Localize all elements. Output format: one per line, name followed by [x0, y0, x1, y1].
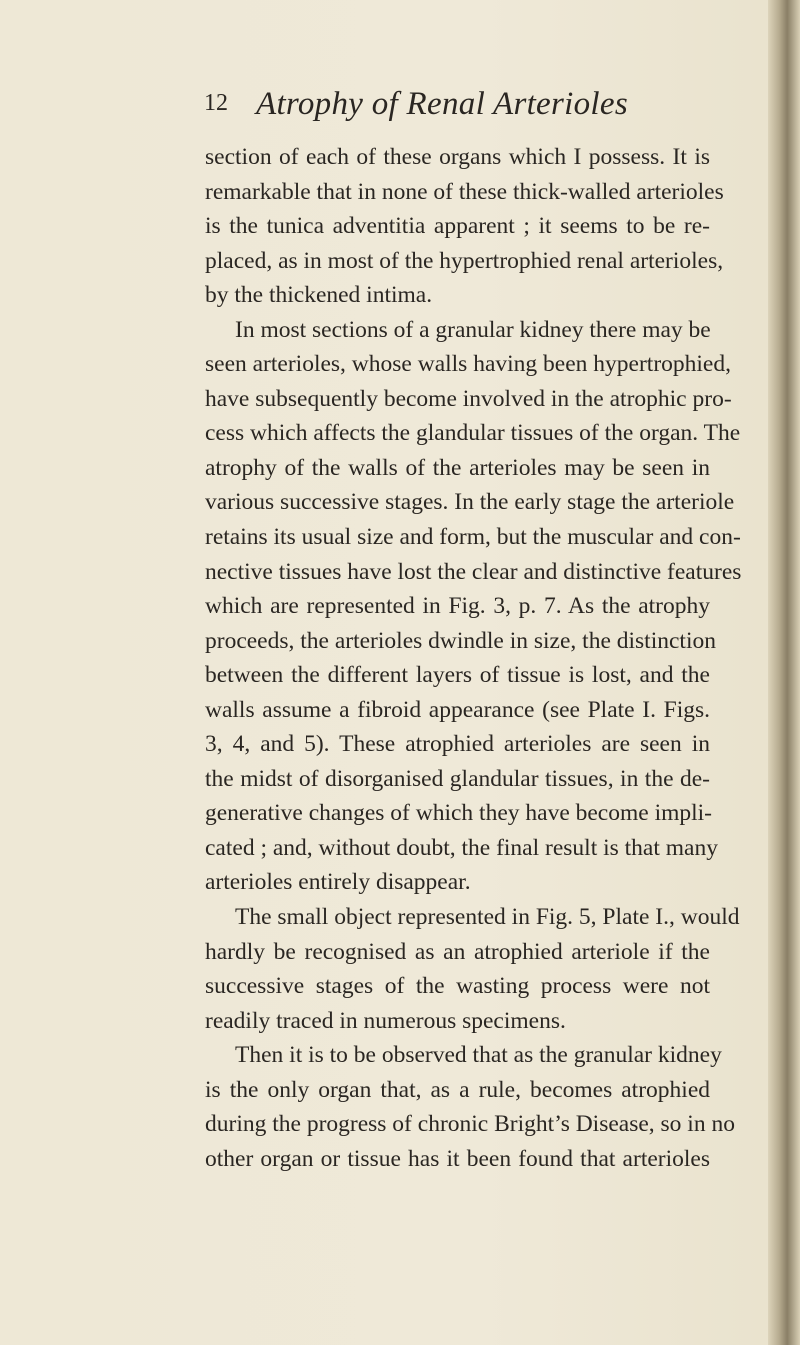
text-line: other organ or tissue has it been found that arterioles: [205, 1145, 710, 1172]
text-line: the midst of disorganised glandular tissues, in the de-: [205, 765, 710, 792]
text-line: readily traced in numerous specimens.: [205, 1007, 566, 1034]
page-binding-edge: [768, 0, 800, 1345]
text-line: Then it is to be observed that as the granular kidney: [235, 1042, 722, 1069]
text-line: hardly be recognised as an atrophied arteriole if the: [205, 938, 710, 965]
text-line: have subsequently become involved in the atrophic pro-: [205, 385, 732, 412]
text-line: cated ; and, without doubt, the final result is that many: [205, 834, 718, 861]
text-line: seen arterioles, whose walls having been hypertrophied,: [205, 351, 731, 378]
text-line: The small object represented in Fig. 5, Plate I., would: [235, 904, 740, 931]
text-line: generative changes of which they have become impli-: [205, 800, 713, 827]
text-line: cess which affects the glandular tissues of the organ. The: [205, 420, 741, 447]
text-line: is the tunica adventitia apparent ; it seems to be re-: [205, 213, 710, 240]
text-line: is the only organ that, as a rule, becomes atrophied: [205, 1076, 710, 1103]
text-line: between the different layers of tissue is lost, and the: [205, 662, 710, 689]
text-line: placed, as in most of the hypertrophied renal arterioles,: [205, 247, 724, 274]
page-number: 12: [204, 90, 228, 116]
text-line: successive stages of the wasting process were not: [205, 973, 710, 1000]
page-header: [0, 84, 800, 134]
body-text: [205, 140, 742, 1176]
text-line: retains its usual size and form, but the muscular and con-: [205, 524, 741, 551]
text-line: nective tissues have lost the clear and distinctive features: [205, 558, 742, 585]
text-line: which are represented in Fig. 3, p. 7. As the atrophy: [205, 593, 710, 620]
text-line: proceeds, the arterioles dwindle in size, the distinction: [205, 627, 716, 654]
text-line: arterioles entirely disappear.: [205, 869, 471, 896]
text-line: various successive stages. In the early stage the arteriole: [205, 489, 735, 516]
text-line: walls assume a fibroid appearance (see Plate I. Figs.: [205, 696, 710, 723]
text-line: by the thickened intima.: [205, 282, 433, 309]
text-line: 3, 4, and 5). These atrophied arterioles are seen in: [205, 731, 710, 758]
text-line: remarkable that in none of these thick-walled arterioles: [205, 178, 724, 205]
text-line: during the progress of chronic Bright’s Disease, so in no: [205, 1111, 735, 1138]
text-line: section of each of these organs which I possess. It is: [205, 144, 710, 170]
text-line: In most sections of a granular kidney there may be: [235, 316, 711, 343]
running-title: Atrophy of Renal Arterioles: [256, 86, 628, 122]
text-line: atrophy of the walls of the arterioles may be seen in: [205, 454, 710, 481]
